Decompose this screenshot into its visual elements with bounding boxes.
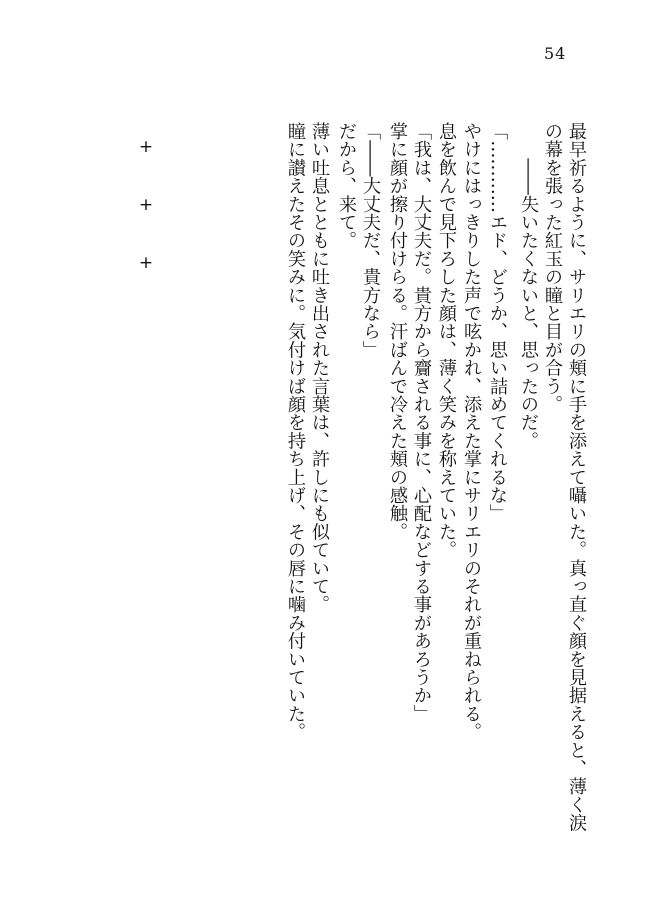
text-column-1: 最早祈るように、サリエリの頬に手を添えて囁いた。真っ直ぐ顔を見据えると、薄く涙: [566, 122, 587, 832]
separator-mark: +: [138, 195, 154, 215]
text-column-6: 息を飲んで見下ろした顔は、薄く笑みを称えていた。: [436, 122, 457, 559]
text-column-2: の幕を張った紅玉の瞳と目が合う。: [542, 122, 563, 414]
text-column-10: だから、来て。: [336, 122, 357, 250]
separator-mark: +: [138, 137, 154, 157]
text-column-3: ――失いたくないと、思ったのだ。: [518, 122, 539, 450]
separator-mark: +: [138, 253, 154, 273]
page-number: 54: [544, 44, 567, 63]
text-column-12: 瞳に讃えたその笑みに。気付けば顔を持ち上げ、その唇に噛み付いていた。: [285, 122, 306, 741]
text-column-4: 「…………エド、どうか、思い詰めてくれるな」: [487, 122, 508, 523]
text-column-9: 「――大丈夫だ、貴方なら」: [360, 122, 381, 359]
text-column-7: 「我は、大丈夫だ。貴方から齎される事に、心配などする事があろうか」: [411, 122, 432, 723]
text-column-11: 薄い吐息とともに吐き出された言葉は、許しにも似ていて。: [309, 122, 330, 614]
text-column-5: やけにはっきりした声で呟かれ、添えた掌にサリエリのそれが重ねられる。: [461, 122, 482, 741]
scene-separator: [132, 118, 160, 292]
text-column-8: 掌に顔が擦り付けらる。汗ばんで冷えた頬の感触。: [387, 122, 408, 541]
